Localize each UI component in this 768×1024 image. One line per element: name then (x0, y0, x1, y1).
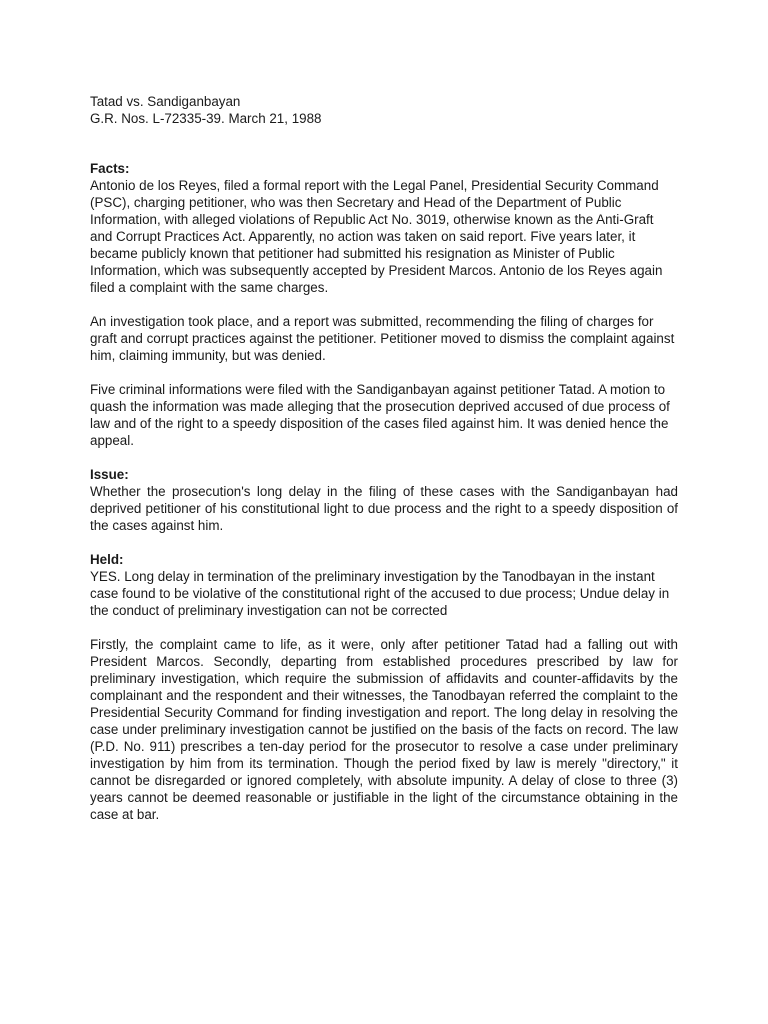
spacer (90, 449, 678, 466)
held-paragraph-1: YES. Long delay in termination of the preliminary investigation by the Tanodbayan in the instant case found to be violative of the constitutional right of the accused to due process; Undue delay in the conduct of preliminary investigation can not be corrected (90, 569, 670, 618)
spacer (90, 534, 678, 551)
case-title: Tatad vs. Sandiganbayan (90, 94, 241, 109)
held-paragraph-2: Firstly, the complaint came to life, as it were, only after petitioner Tatad had a falling out with President Marcos. Secondly, departing from established procedures prescribed by law for preliminary investigation, which require the submission of affidavits and counter-affidavits by the complainant and the respondent and their witnesses, the Tanodbayan referred the complaint to the Presidential Security Command for finding investigation and report. The long delay in resolving the case under preliminary investigation cannot be justified on the basis of the facts on record. The law (P.D. No. 911) prescribes a ten-day period for the prosecutor to resolve a case under preliminary investigation by him from its termination. Though the period fixed by law is merely "directory," it cannot be disregarded or ignored completely, with absolute impunity. A delay of close to three (3) years cannot be deemed reasonable or justifiable in the light of the circumstance obtaining in the case at bar. (90, 637, 678, 822)
case-citation: G.R. Nos. L-72335-39. March 21, 1988 (90, 111, 322, 126)
facts-paragraph-3: Five criminal informations were filed with the Sandiganbayan against petitioner Tatad. A motion to quash the information was made alleging that the prosecution deprived accused of due process of law and of the right to a speedy disposition of the cases filed against him. It was denied hence the appeal. (90, 382, 670, 448)
facts-paragraph-1: Antonio de los Reyes, filed a formal report with the Legal Panel, Presidential Security Command (PSC), charging petitioner, who was then Secretary and Head of the Department of Public Information, with alleged violations of Republic Act No. 3019, otherwise known as the Anti-Graft and Corrupt Practices Act. Apparently, no action was taken on said report. Five years later, it became publicly known that petitioner had submitted his resignation as Minister of Public Information, which was subsequently accepted by President Marcos. Antonio de los Reyes again filed a complaint with the same charges. (90, 178, 663, 295)
case-digest-page (90, 93, 678, 823)
facts-paragraph-2: An investigation took place, and a report was submitted, recommending the filing of charges for graft and corrupt practices against the petitioner. Petitioner moved to dismiss the complaint against him, claiming immunity, but was denied. (90, 314, 675, 363)
spacer (90, 364, 678, 381)
spacer (90, 296, 678, 313)
facts-heading: Facts: (90, 161, 130, 176)
spacer (90, 619, 678, 636)
spacer (90, 127, 678, 160)
issue-heading: Issue: (90, 467, 129, 482)
issue-text: Whether the prosecution's long delay in the filing of these cases with the Sandiganbayan had deprived petitioner of his constitutional light to due process and the right to a speedy disposition of the cases against him. (90, 484, 678, 533)
held-heading: Held: (90, 552, 124, 567)
